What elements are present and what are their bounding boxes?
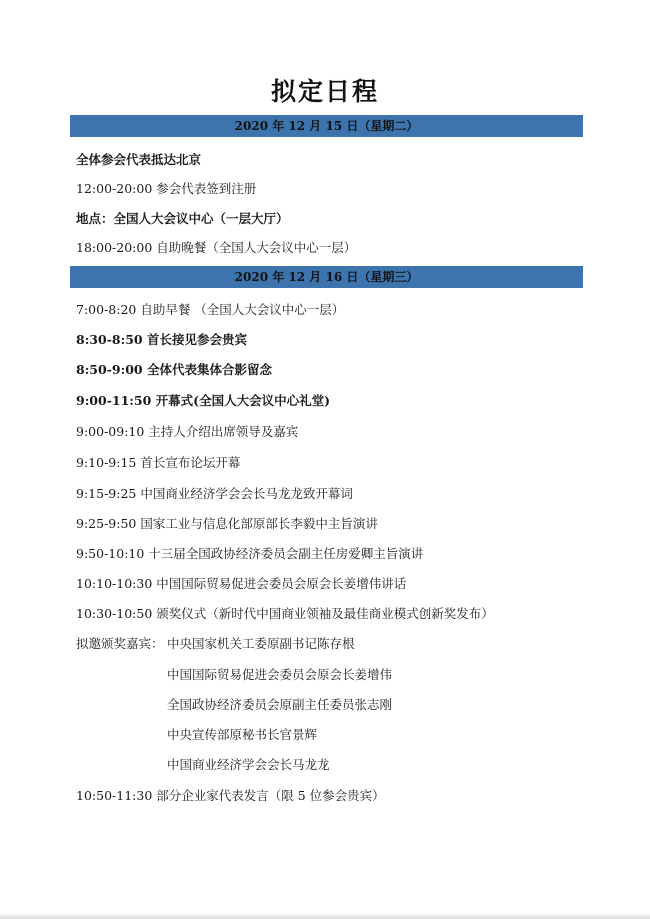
schedule-item: 7:00-8:20 自助早餐 （全国人大会议中心一层） <box>76 302 345 317</box>
guest-item: 中央宣传部原秘书长官景辉 <box>167 727 318 742</box>
day-header-1: 2020 年 12 月 15 日（星期二） <box>70 115 583 137</box>
schedule-item: 12:00-20:00 参会代表签到注册 <box>76 181 257 196</box>
schedule-item: 9:00-11:50 开幕式(全国人大会议中心礼堂) <box>76 393 330 408</box>
guest-item: 中国国际贸易促进会委员会原会长姜增伟 <box>167 667 393 682</box>
schedule-item: 8:50-9:00 全体代表集体合影留念 <box>76 362 272 377</box>
schedule-item: 10:30-10:50 颁奖仪式（新时代中国商业领袖及最佳商业模式创新奖发布） <box>76 606 494 621</box>
scan-edge <box>0 913 650 919</box>
schedule-item: 9:15-9:25 中国商业经济学会会长马龙龙致开幕词 <box>76 486 353 501</box>
guest-item: 全国政协经济委员会原副主任委员张志刚 <box>167 697 393 712</box>
schedule-item: 10:50-11:30 部分企业家代表发言（限 5 位参会贵宾） <box>76 788 385 803</box>
guest-item: 中国商业经济学会会长马龙龙 <box>167 757 330 772</box>
schedule-item: 10:10-10:30 中国国际贸易促进会委员会原会长姜增伟讲话 <box>76 576 407 591</box>
day-header-2: 2020 年 12 月 16 日（星期三） <box>70 266 583 288</box>
guest-item: 中央国家机关工委原副书记陈存根 <box>167 636 355 651</box>
schedule-item: 9:00-09:10 主持人介绍出席领导及嘉宾 <box>76 424 299 439</box>
page-title: 拟定日程 <box>270 77 379 106</box>
schedule-item: 地点：全国人大会议中心（一层大厅） <box>76 211 289 226</box>
schedule-item: 9:10-9:15 首长宣布论坛开幕 <box>76 455 241 470</box>
schedule-item: 9:25-9:50 国家工业与信息化部原部长李毅中主旨演讲 <box>76 516 378 531</box>
schedule-item: 9:50-10:10 十三届全国政协经济委员会副主任房爱卿主旨演讲 <box>76 546 424 561</box>
guests-label: 拟邀颁奖嘉宾： <box>76 636 164 651</box>
schedule-item: 18:00-20:00 自助晚餐（全国人大会议中心一层） <box>76 240 357 255</box>
schedule-item: 8:30-8:50 首长接见参会贵宾 <box>76 332 247 347</box>
schedule-item: 全体参会代表抵达北京 <box>76 152 202 167</box>
